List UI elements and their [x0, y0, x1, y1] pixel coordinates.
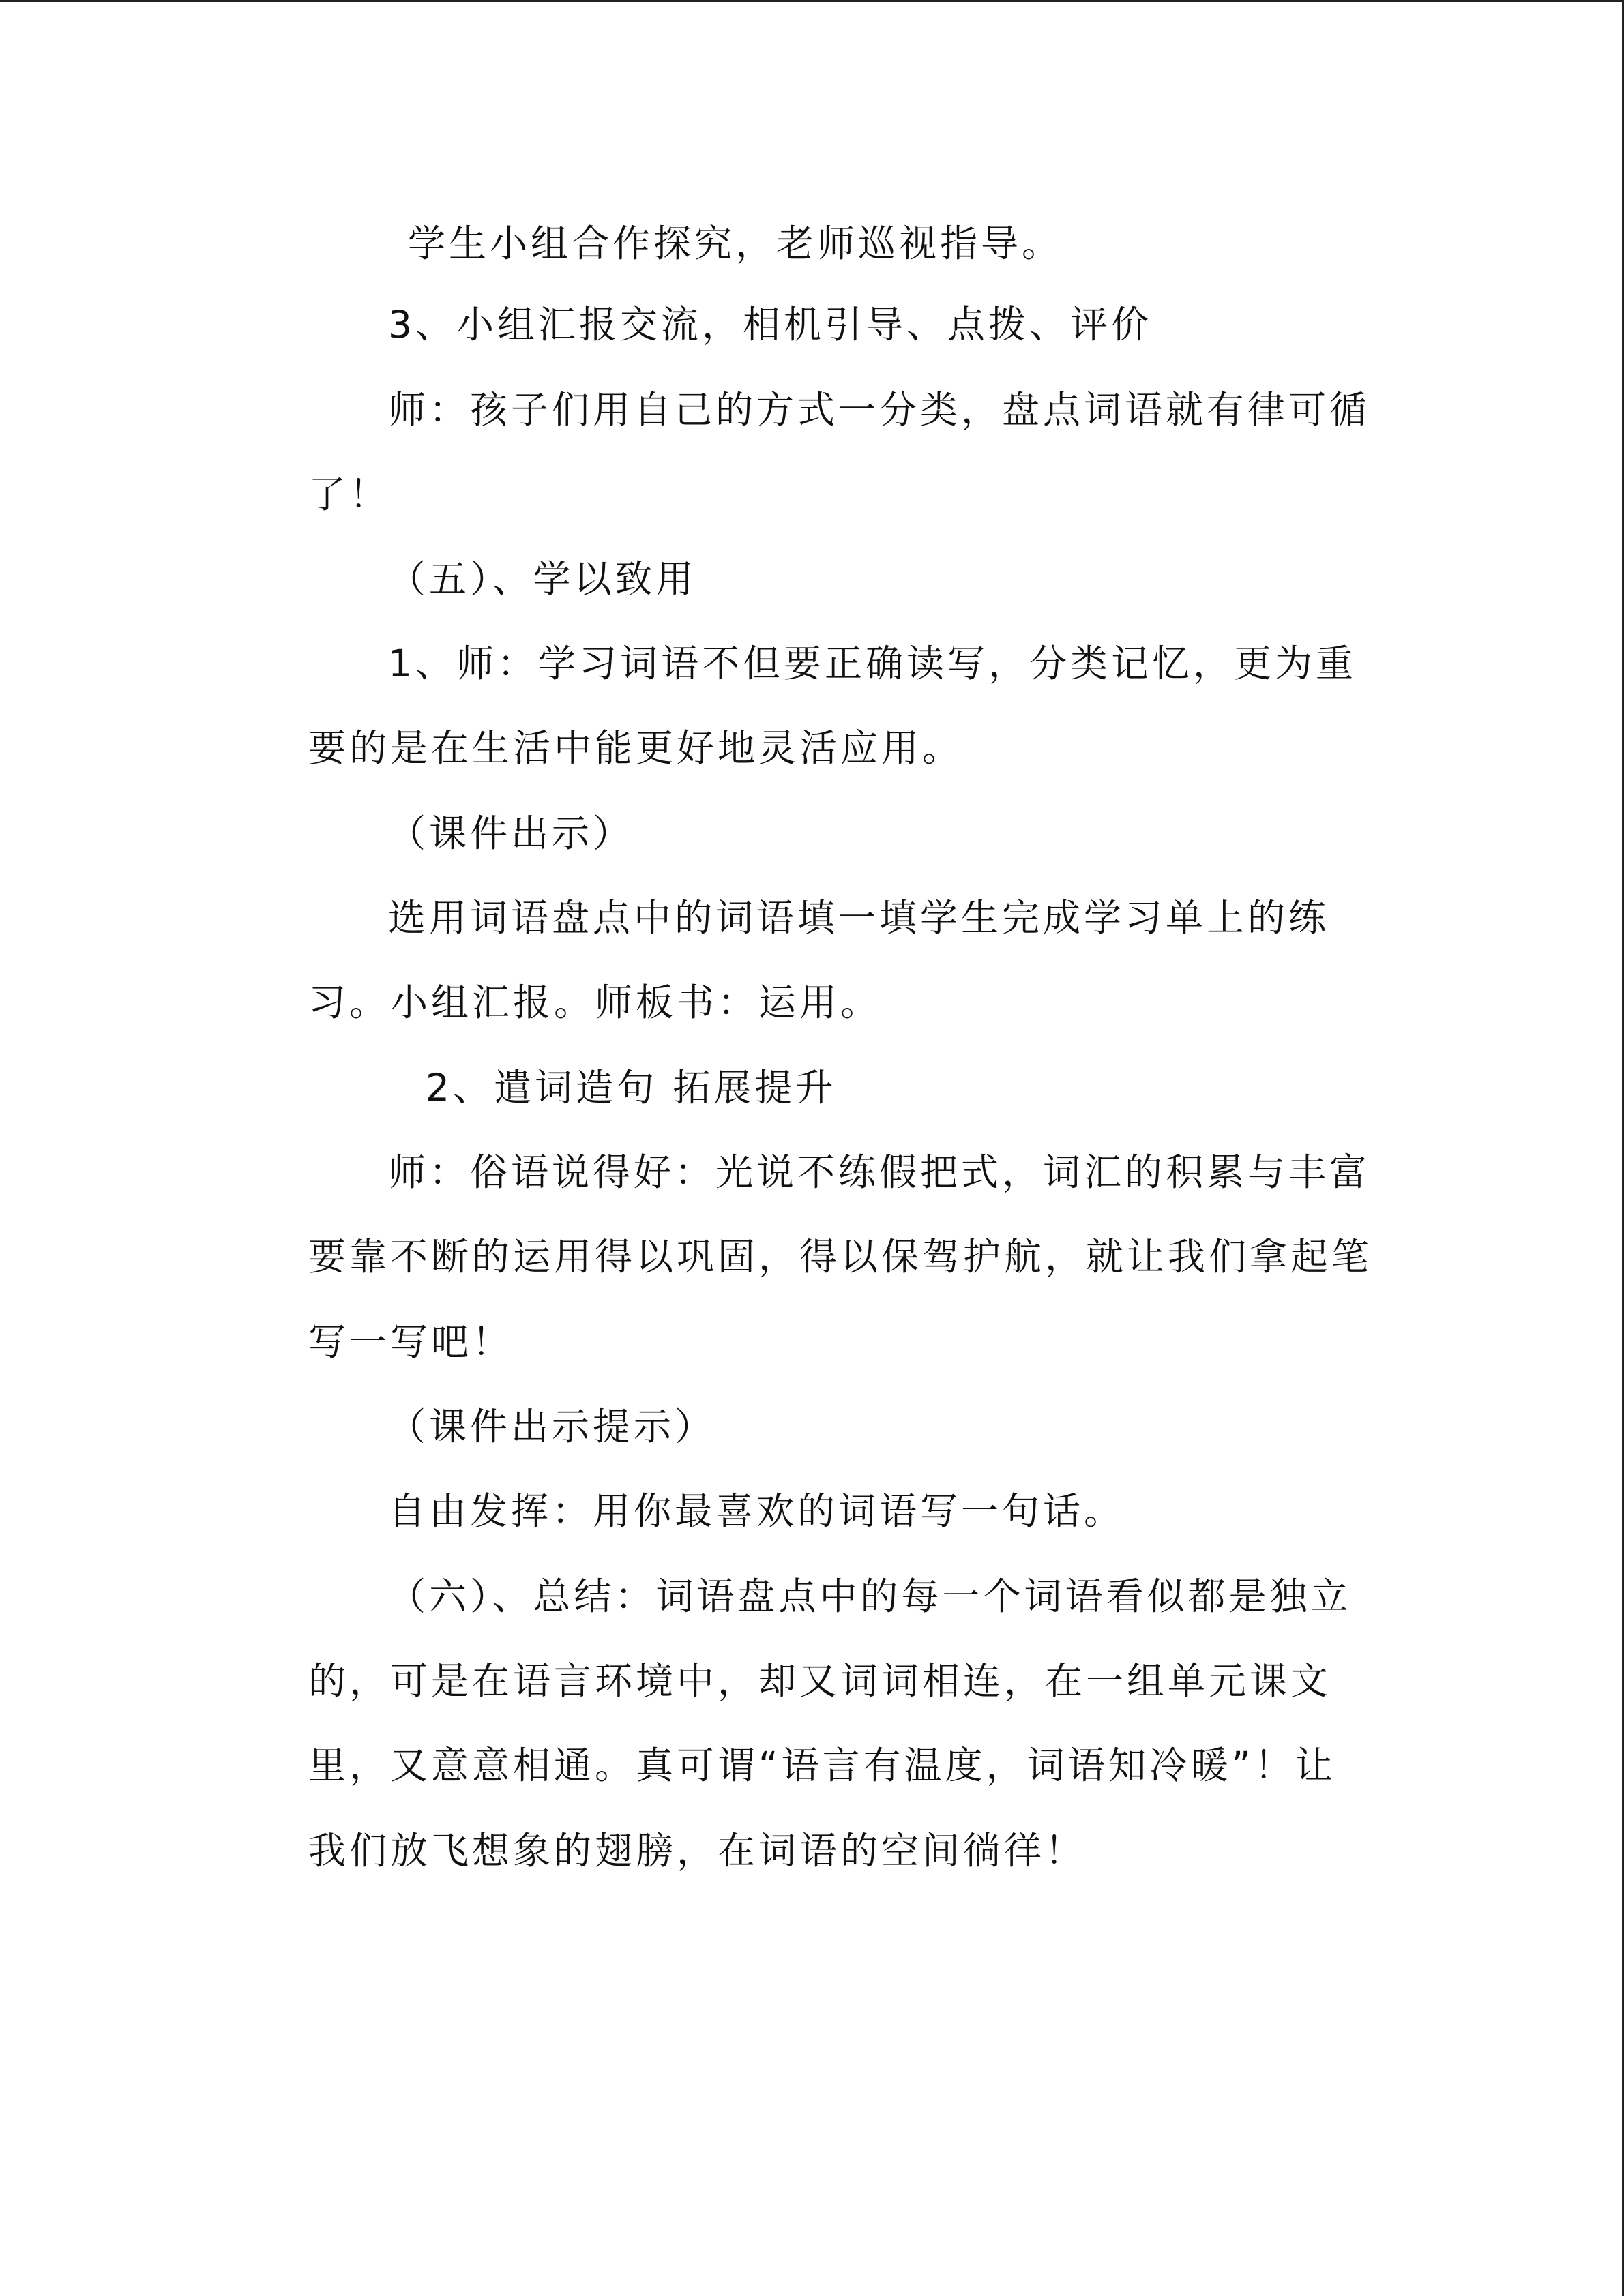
paragraph-line: 里，又意意相通。真可谓“语言有温度，词语知冷暖”！让	[308, 1744, 1336, 1787]
paragraph-line: 1、师：学习词语不但要正确读写，分类记忆，更为重	[388, 642, 1357, 685]
paragraph-line: 师：俗语说得好：光说不练假把式，词汇的积累与丰富	[388, 1150, 1371, 1194]
paragraph-line: 3、小组汇报交流，相机引导、点拨、评价	[388, 303, 1152, 346]
paragraph-line: 我们放飞想象的翅膀，在词语的空间徜徉！	[308, 1829, 1087, 1873]
paragraph-line: 学生小组合作探究，老师巡视指导。	[408, 222, 1063, 265]
section-heading: （六）、总结：词语盘点中的每一个词语看似都是独立	[388, 1575, 1352, 1618]
paragraph-line: （课件出示提示）	[388, 1405, 716, 1448]
paragraph-line: 2、遣词造句 拓展提升	[426, 1066, 837, 1109]
paragraph-line: 师：孩子们用自己的方式一分类，盘点词语就有律可循	[388, 388, 1371, 432]
section-heading: （五）、学以致用	[388, 557, 697, 601]
paragraph-line: （课件出示）	[388, 811, 634, 855]
paragraph-line: 要靠不断的运用得以巩固，得以保驾护航，就让我们拿起笔	[308, 1235, 1373, 1279]
paragraph-line: 要的是在生活中能更好地灵活应用。	[308, 726, 964, 770]
page-border-top	[0, 0, 1624, 2]
paragraph-line: 自由发挥：用你最喜欢的词语写一句话。	[388, 1489, 1125, 1533]
paragraph-line: 了！	[308, 473, 391, 516]
paragraph-line: 写一写吧！	[308, 1320, 514, 1364]
paragraph-line: 选用词语盘点中的词语填一填学生完成学习单上的练	[388, 896, 1330, 940]
paragraph-line: 的，可是在语言环境中，却又词词相连，在一组单元课文	[308, 1659, 1332, 1703]
paragraph-line: 习。小组汇报。师板书：运用。	[308, 981, 882, 1024]
